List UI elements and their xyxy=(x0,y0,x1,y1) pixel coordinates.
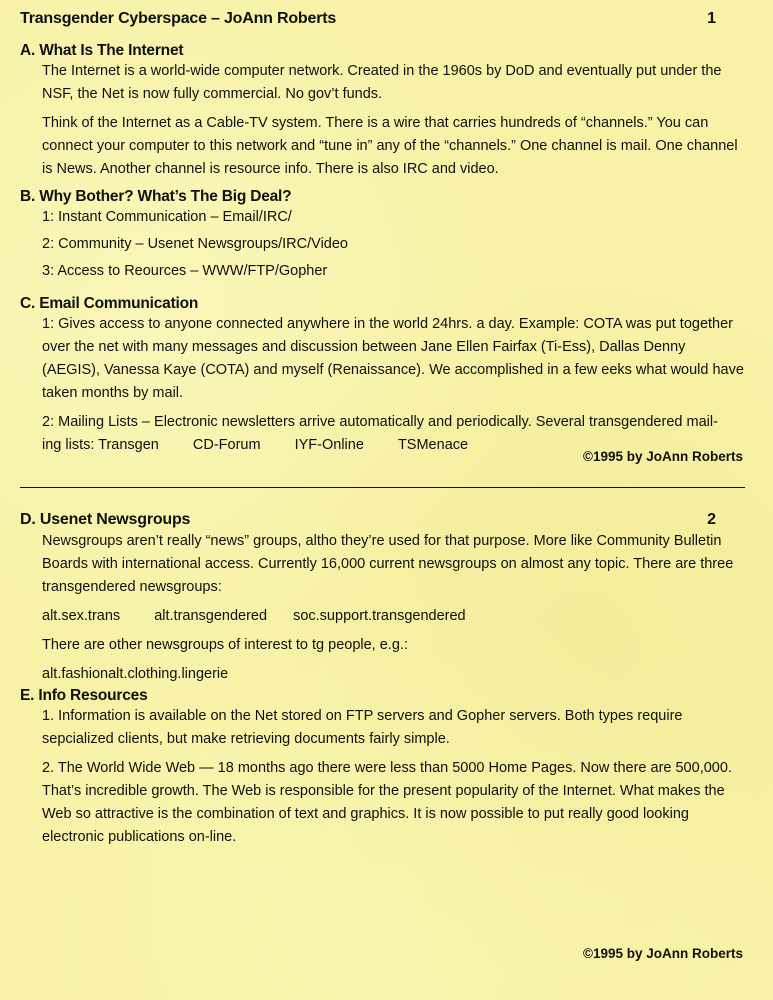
newsgroup-item: alt.sex.trans xyxy=(42,608,121,624)
section-e-heading: E. Info Resources xyxy=(20,687,148,704)
section-b-item: 2: Community – Usenet Newsgroups/IRC/Video xyxy=(42,236,348,252)
section-c-paragraph-2: 2: Mailing Lists – Electronic newsletters arrive automatically and periodically. Several transgendered mail- xyxy=(42,414,718,430)
mailing-list-item: TSMenace xyxy=(397,437,469,453)
section-a-paragraph-2: Think of the Internet as a Cable-TV system. There is a wire that carries hundreds of “channels.” You can connect your computer to this network and “tune in” any of the “channels.” One channel is mail. One channel is News. Another channel is resource info. There is also IRC and video. xyxy=(42,115,738,177)
section-e-paragraph-2: 2. The World Wide Web — 18 months ago there were less than 5000 Home Pages. Now there are 500,000. That’s incredible growth. The Web is responsible for the present popularity of the Internet. What makes the Web so attractive is the combination of text and graphics. It is now possible to put really good looking electronic publications on-line. xyxy=(42,760,732,845)
document-title: Transgender Cyberspace – JoAnn Roberts xyxy=(20,10,337,27)
section-d-paragraph-1: Newsgroups aren’t really “news” groups, altho they’re used for that purpose. More like Community Bulletin Boards with international access. Currently 16,000 current newsgroups on almost any topic. There are three transgendered newsgroups: xyxy=(42,533,734,595)
section-b-heading: B. Why Bother? What’s The Big Deal? xyxy=(20,188,292,205)
section-b xyxy=(20,188,750,283)
section-d-paragraph-2: There are other newsgroups of interest to tg people, e.g.: xyxy=(42,637,408,653)
section-c-heading: C. Email Communication xyxy=(20,295,199,312)
section-a xyxy=(20,42,750,181)
page-divider xyxy=(20,487,745,488)
page2-header xyxy=(20,511,750,529)
section-c-paragraph-1: 1: Gives access to anyone connected anywhere in the world 24hrs. a day. Example: COTA was put together over the net with many messages and discussion between Jane Ellen Fairfax (Ti-Ess), Dallas Denny (AEGIS), Vanessa Kaye (COTA) and myself (Renaissance). We accomplished in a few eeks what would have taken months by mail. xyxy=(42,316,744,401)
page-number-2: 2 xyxy=(707,511,716,528)
section-a-paragraph-1: The Internet is a world-wide computer network. Created in the 1960s by DoD and eventually put under the NSF, the Net is now fully commercial. No gov’t funds. xyxy=(42,63,722,102)
mailing-list-item: CD-Forum xyxy=(192,437,261,453)
section-b-item: 1: Instant Communication – Email/IRC/ xyxy=(42,209,292,225)
section-b-item: 3: Access to Reources – WWW/FTP/Gopher xyxy=(42,263,328,279)
section-e xyxy=(20,687,750,849)
newsgroup-item: alt.transgendered xyxy=(154,608,268,624)
mailing-list-transgen: ing lists: Transgen xyxy=(42,437,159,453)
section-a-heading: A. What Is The Internet xyxy=(20,42,184,59)
section-d xyxy=(20,530,750,686)
page-number-1: 1 xyxy=(707,10,716,27)
section-d-heading: D. Usenet Newsgroups xyxy=(20,511,191,528)
newsgroup-item: soc.support.transgendered xyxy=(293,608,466,624)
section-c xyxy=(20,295,750,457)
copyright-page-1: ©1995 by JoAnn Roberts xyxy=(583,449,743,464)
section-e-paragraph-1: 1. Information is available on the Net stored on FTP servers and Gopher servers. Both types require sepcialized clients, but make retrieving documents fairly simple. xyxy=(42,708,683,747)
copyright-page-2: ©1995 by JoAnn Roberts xyxy=(583,946,743,961)
newsgroup-list xyxy=(20,605,747,628)
page1-header xyxy=(20,10,750,28)
mailing-list-item: IYF-Online xyxy=(294,437,364,453)
section-d-paragraph-3: alt.fashionalt.clothing.lingerie xyxy=(42,666,229,682)
